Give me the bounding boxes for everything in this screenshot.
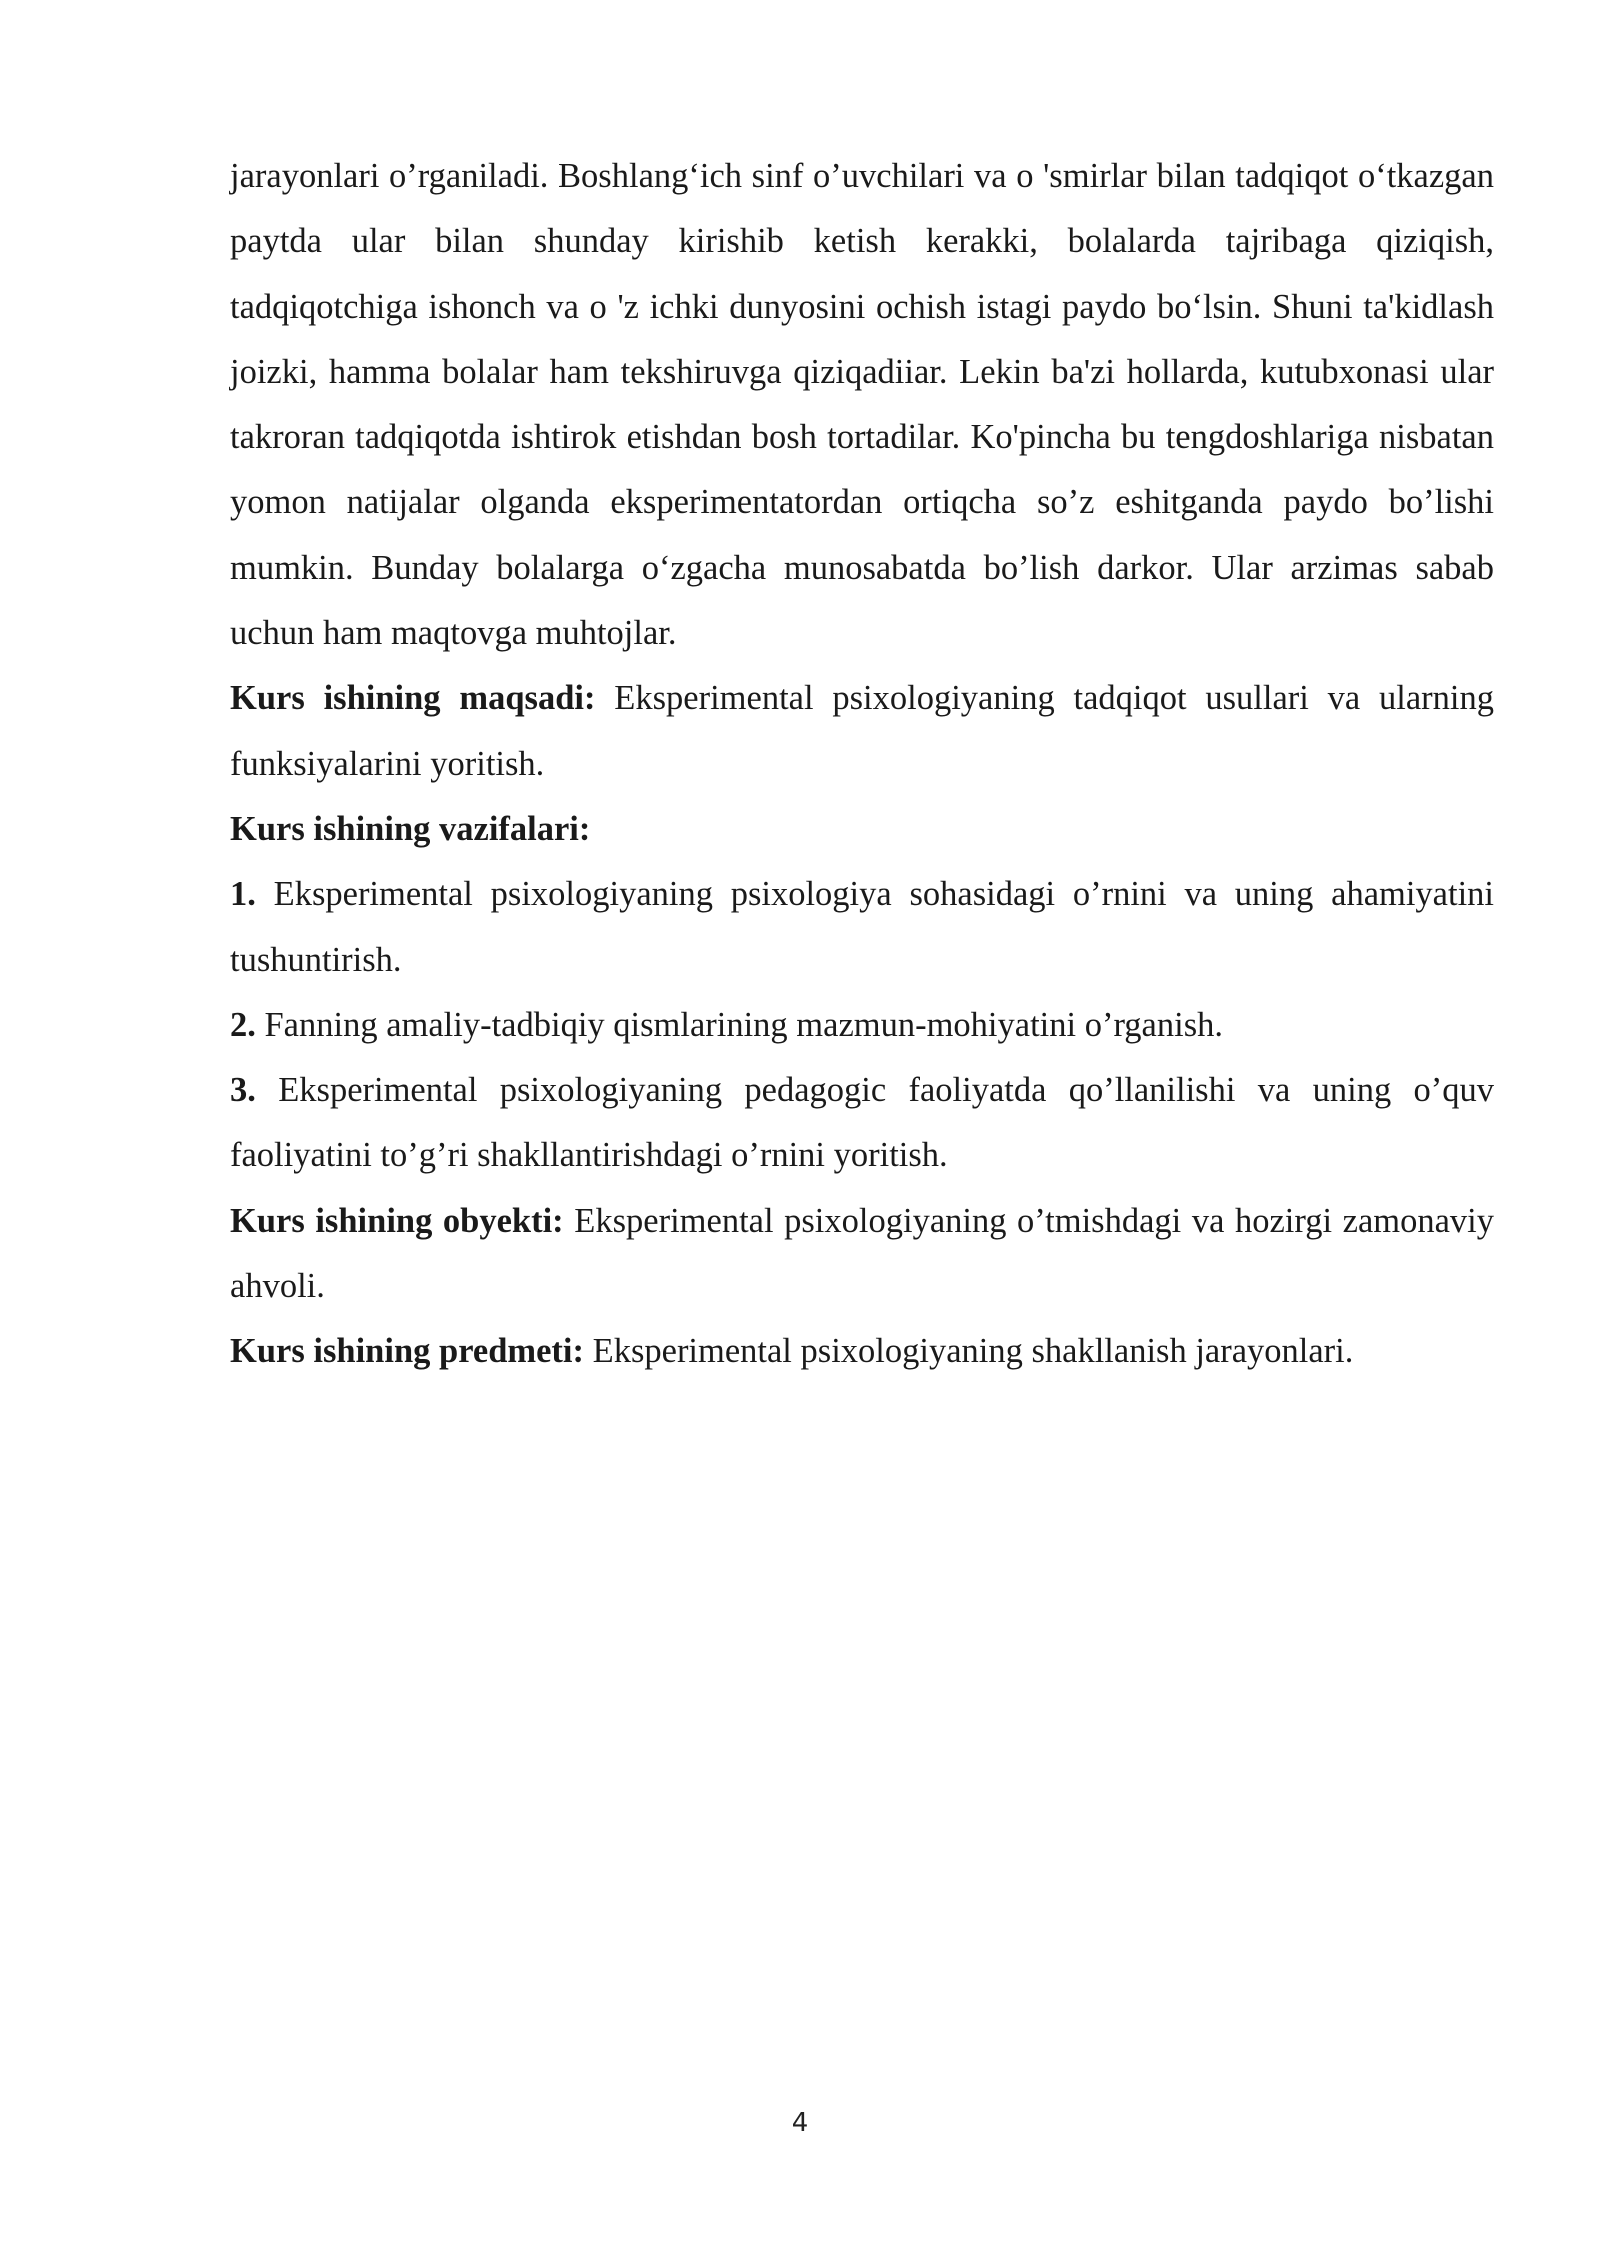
goal-paragraph (230, 666, 1494, 797)
task-text: Eksperimental psixologiyaning pedagogic faoliyatda qo’llanilishi va uning o’quv faoliyatini to’g’ri shakllantirishdagi o’rnini yoritish. (230, 1071, 1494, 1175)
task-item-2 (230, 993, 1494, 1058)
goal-label: Kurs ishining maqsadi: (230, 679, 596, 718)
task-text: Eksperimental psixologiyaning psixologiya sohasidagi o’rnini va uning ahamiyatini tushuntirish. (230, 875, 1494, 979)
task-text: Fanning amaliy-tadbiqiy qismlarining mazmun-mohiyatini o’rganish. (264, 1005, 1224, 1044)
subject-paragraph (230, 1319, 1494, 1384)
tasks-heading (230, 797, 1494, 862)
object-paragraph (230, 1189, 1494, 1320)
task-number: 1. (230, 875, 256, 914)
object-text: Eksperimental psixologiyaning o’tmishdagi va hozirgi zamonaviy ahvoli. (230, 1201, 1495, 1306)
task-number: 3. (230, 1071, 256, 1110)
tasks-heading-label: Kurs ishining vazifalari: (230, 809, 591, 848)
document-body (230, 144, 1494, 1385)
subject-text: Eksperimental psixologiyaning shakllanish jarayonlari. (592, 1332, 1354, 1371)
goal-text: Eksperimental psixologiyaning tadqiqot usullari va ularning funksiyalarini yoritish. (230, 679, 1495, 783)
subject-label: Kurs ishining predmeti: (230, 1332, 584, 1371)
task-number: 2. (230, 1005, 256, 1044)
task-item-3 (230, 1058, 1494, 1189)
page-number: 4 (791, 2108, 809, 2138)
intro-paragraph: jarayonlari o’rganiladi. Boshlang‘ich sinf o’uvchilari va o 'smirlar bilan tadqiqot o‘tkazgan paytda ular bilan shunday kirishib ketish kerakki, bolalarda tajribaga qiziqish, tadqiqotchiga ishonch va o 'z ichki dunyosini ochish istagi paydo bo‘lsin. Shuni ta'kidlash joizki, hamma bolalar ham tekshiruvga qiziqadiiar. Lekin ba'zi hollarda, kutubxonasi ular takroran tadqiqotda ishtirok etishdan bosh tortadilar. Ko'pincha bu tengdoshlariga nisbatan yomon natijalar olganda eksperimentatordan ortiqcha so’z eshitganda paydo bo’lishi mumkin. Bunday bolalarga o‘zgacha munosabatda bo’lish darkor. Ular arzimas sabab uchun ham maqtovga muhtojlar. (230, 157, 1494, 653)
task-item-1 (230, 862, 1494, 993)
object-label: Kurs ishining obyekti: (230, 1201, 564, 1240)
